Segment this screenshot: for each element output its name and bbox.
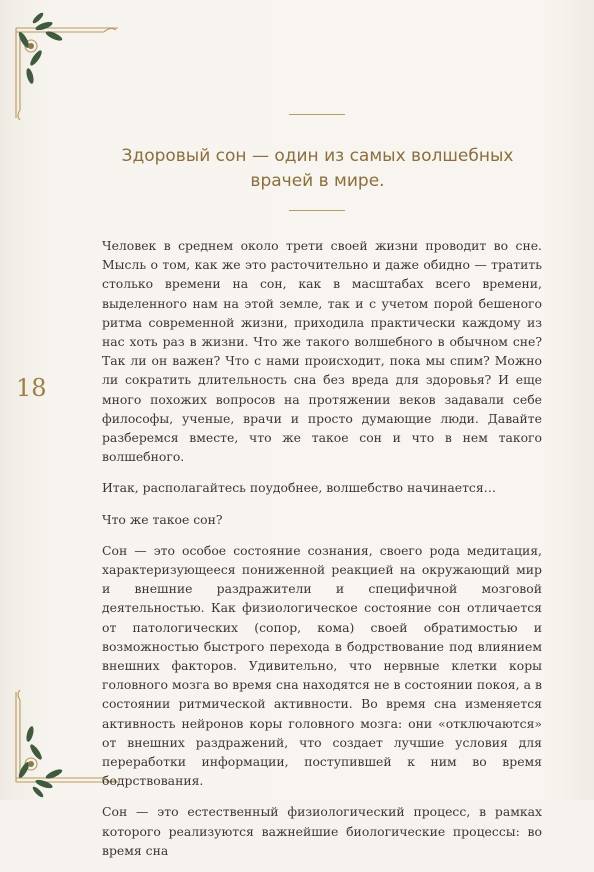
- divider-bottom: [289, 210, 345, 211]
- paragraph: Сон — это особое состояние сознания, своего рода медитация, характеризующееся пониженной реакцией на окружающий мир и внешние раздражители и специфичной мозговой деятельностью. Как физиологическое состояние сон отличается от патологических (сопор, кома) своей обратимостью и возможностью быстрого перехода в бодрствование под влиянием внешних факторов. Удивительно, что нервные клетки коры головного мозга во время сна находятся не в состоянии покоя, а в состоянии ритмической активности. Во время сна изменяется активность нейронов коры головного мозга: они «отключаются» от внешних раздражений, что создает лучшие условия для переработки информации, поступившей к ним во время бодрствования.: [102, 542, 542, 789]
- chapter-heading: [120, 144, 515, 194]
- paragraph: Итак, располагайтесь поудобнее, волшебство начинается…: [102, 480, 497, 496]
- paragraph: Сон — это естественный физиологический процесс, в рамках которого реализуются важнейшие биологические процессы: во время сна: [102, 804, 542, 858]
- heading-line-1: Здоровый сон — один из самых волшебных: [121, 146, 514, 166]
- paragraph: Человек в среднем около трети своей жизни проводит во сне. Мысль о том, как же это расточительно и даже обидно — тратить столько времени на сон, как в масштабах всего времени, выделенного нам на этой земле, так и с учетом порой бешеного ритма современной жизни, приходила практически каждому из нас хоть раз в жизни. Что же такого волшебного в обычном сне? Так ли он важен? Что с нами происходит, пока мы спим? Можно ли сократить длительность сна без вреда для здоровья? И еще много похожих вопросов на протяжении веков задавали себе философы, ученые, врачи и просто думающие люди. Давайте разберемся вместе, что же такое сон и что в нем такого волшебного.: [102, 238, 542, 465]
- floral-corner-ornament-top: [8, 10, 128, 120]
- heading-line-2: врачей в мире.: [250, 171, 385, 191]
- divider-top: [289, 114, 345, 115]
- paragraph: Что же такое сон?: [102, 511, 223, 527]
- body-text: [102, 236, 542, 872]
- page-number: 18: [16, 374, 47, 402]
